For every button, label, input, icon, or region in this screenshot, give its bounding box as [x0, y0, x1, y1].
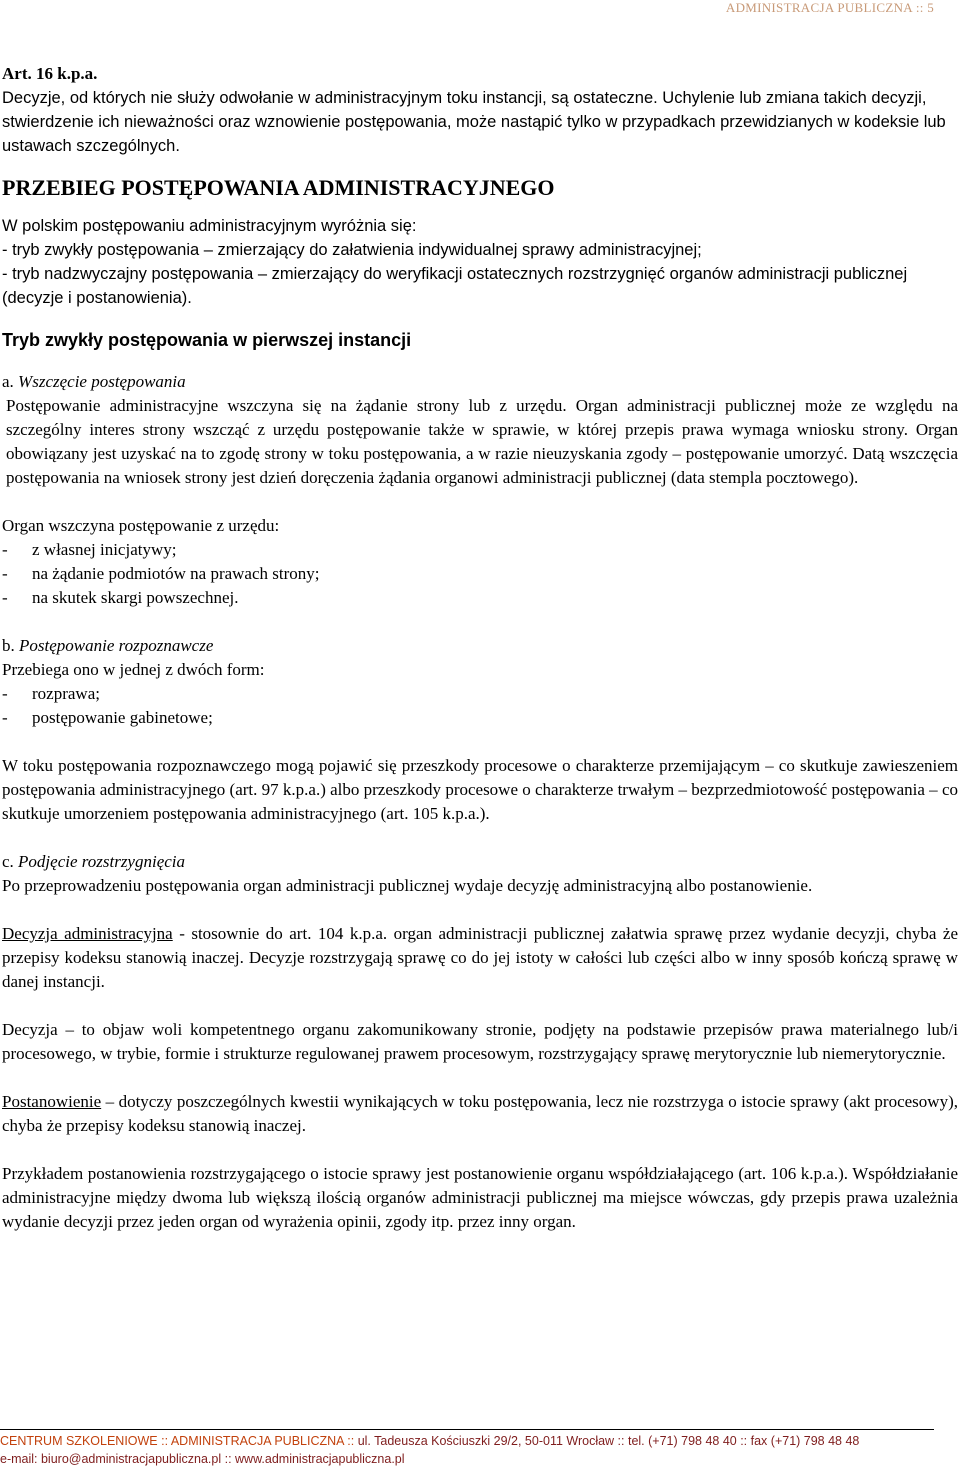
postanowienie-paragraph: Postanowienie – dotyczy poszczególnych kwestii wynikających w toku postępowania, lecz nie rozstrzyga o istocie sprawy (akt procesowy), chyba że przepisy kodeksu stanowią inaczej. — [2, 1092, 958, 1135]
decyzja-administracyjna-term: Decyzja administracyjna — [2, 924, 173, 943]
subsection-heading: Tryb zwykły postępowania w pierwszej instancji — [2, 330, 412, 350]
item-a-title: Wszczęcie postępowania — [18, 372, 186, 391]
item-b-letter: b. — [2, 636, 19, 655]
item-c-title: Podjęcie rozstrzygnięcia — [18, 852, 186, 871]
item-a-list-intro: Organ wszczyna postępowanie z urzędu: — [2, 516, 280, 535]
article-text: Decyzje, od których nie służy odwołanie w administracyjnym toku instancji, są ostateczne. Uchylenie lub zmiana takich decyzji, stwierdzenie ich nieważności oraz wznowienie postępowania, może nastąpić tylko w przypadkach przewidzianych w kodeksie lub ustawach szczególnych. — [2, 89, 946, 155]
footer-line-1 — [0, 1434, 859, 1448]
article-title: Art. 16 k.p.a. — [2, 64, 98, 83]
postanowienie-term: Postanowienie — [2, 1092, 102, 1111]
list-item: - postępowanie gabinetowe; — [2, 708, 213, 727]
list-item: - na skutek skargi powszechnej. — [2, 588, 239, 607]
footer-divider — [0, 1429, 934, 1430]
footer-address: ul. Tadeusza Kościuszki 29/2, 50-011 Wrocław :: tel. (+71) 798 48 40 :: fax (+71) 798 48 48 — [357, 1434, 860, 1448]
item-b-heading — [2, 634, 958, 658]
section-intro: W polskim postępowaniu administracyjnym wyróżnia się: — [2, 217, 417, 235]
item-b-intro: Przebiega ono w jednej z dwóch form: — [2, 660, 265, 679]
item-b-text: W toku postępowania rozpoznawczego mogą pojawić się przeszkody procesowe o charakterze przemijającym – co skutkuje zawieszeniem postępowania administracyjnego (art. 97 k.p.a.) albo przeszkody procesowe o charakterze trwałym – bezprzedmiotowość postępowania – co skutkuje umorzeniem postępowania administracyjnego (art. 105 k.p.a.). — [2, 756, 958, 823]
item-a-text: Postępowanie administracyjne wszczyna się na żądanie strony lub z urzędu. Organ administracji publicznej może ze względu na szczególny interes strony wszcząć z urzędu postępowanie także w sprawie, w której przepis prawa wymaga wniosku strony. Organ obowiązany jest uzyskać na to zgodę strony w toku postępowania, a w razie nieuzyskania zgody – postępowanie umorzyć. Datą wszczęcia postępowania na wniosek strony jest dzień doręczenia żądania organowi administracji publicznej (data stempla pocztowego). — [6, 396, 958, 487]
decyzja-administracyjna-paragraph: Decyzja administracyjna - stosownie do art. 104 k.p.a. organ administracji publicznej załatwia sprawę przez wydanie decyzji, chyba że przepisy kodeksu stanowią inaczej. Decyzje rozstrzygają sprawę co do jej istoty w całości lub części albo w inny sposób kończą sprawę w danej instancji. — [2, 924, 958, 991]
list-item: - z własnej inicjatywy; — [2, 540, 177, 559]
item-a-heading — [2, 370, 958, 394]
list-item: - na żądanie podmiotów na prawach strony; — [2, 564, 320, 583]
item-c-text: Po przeprowadzeniu postępowania organ administracji publicznej wydaje decyzję administracyjną albo postanowienie. — [2, 876, 813, 895]
item-a-letter: a. — [2, 372, 19, 391]
item-c-letter: c. — [2, 852, 19, 871]
footer-org: CENTRUM SZKOLENIOWE :: ADMINISTRACJA PUBLICZNA :: — [0, 1434, 358, 1448]
footer-contact: e-mail: biuro@administracjapubliczna.pl :: www.administracjapubliczna.pl — [0, 1452, 405, 1466]
section-heading: PRZEBIEG POSTĘPOWANIA ADMINISTRACYJNEGO — [2, 175, 555, 200]
przyklad-paragraph: Przykładem postanowienia rozstrzygającego o istocie sprawy jest postanowienie organu współdziałającego (art. 106 k.p.a.). Współdziałanie administracyjne między dwoma lub większą ilością organów administracji publicznej ma miejsce wówczas, gdy przepis prawa uzależnia wydanie decyzji przez jeden organ od wyrażenia opinii, zgody itp. przez inny organ. — [2, 1164, 958, 1231]
item-b-title: Postępowanie rozpoznawcze — [19, 636, 214, 655]
mode-ordinary: - tryb zwykły postępowania – zmierzający do załatwienia indywidualnej sprawy administracyjnej; — [2, 241, 702, 259]
list-item: - rozprawa; — [2, 684, 100, 703]
page-header: ADMINISTRACJA PUBLICZNA :: 5 — [725, 0, 934, 15]
mode-extraordinary: - tryb nadzwyczajny postępowania – zmierzający do weryfikacji ostatecznych rozstrzygnięć organów administracji publicznej (decyzje i postanowienia). — [2, 265, 908, 307]
decyzja-paragraph: Decyzja – to objaw woli kompetentnego organu zakomunikowany stronie, podjęty na podstawie przepisów prawa materialnego lub/i procesowego, w trybie, formie i strukturze regulowanej prawem procesowym, rozstrzygający sprawę merytorycznie lub niemerytorycznie. — [2, 1020, 958, 1063]
document-body — [2, 62, 958, 1234]
item-c-heading — [2, 850, 958, 874]
